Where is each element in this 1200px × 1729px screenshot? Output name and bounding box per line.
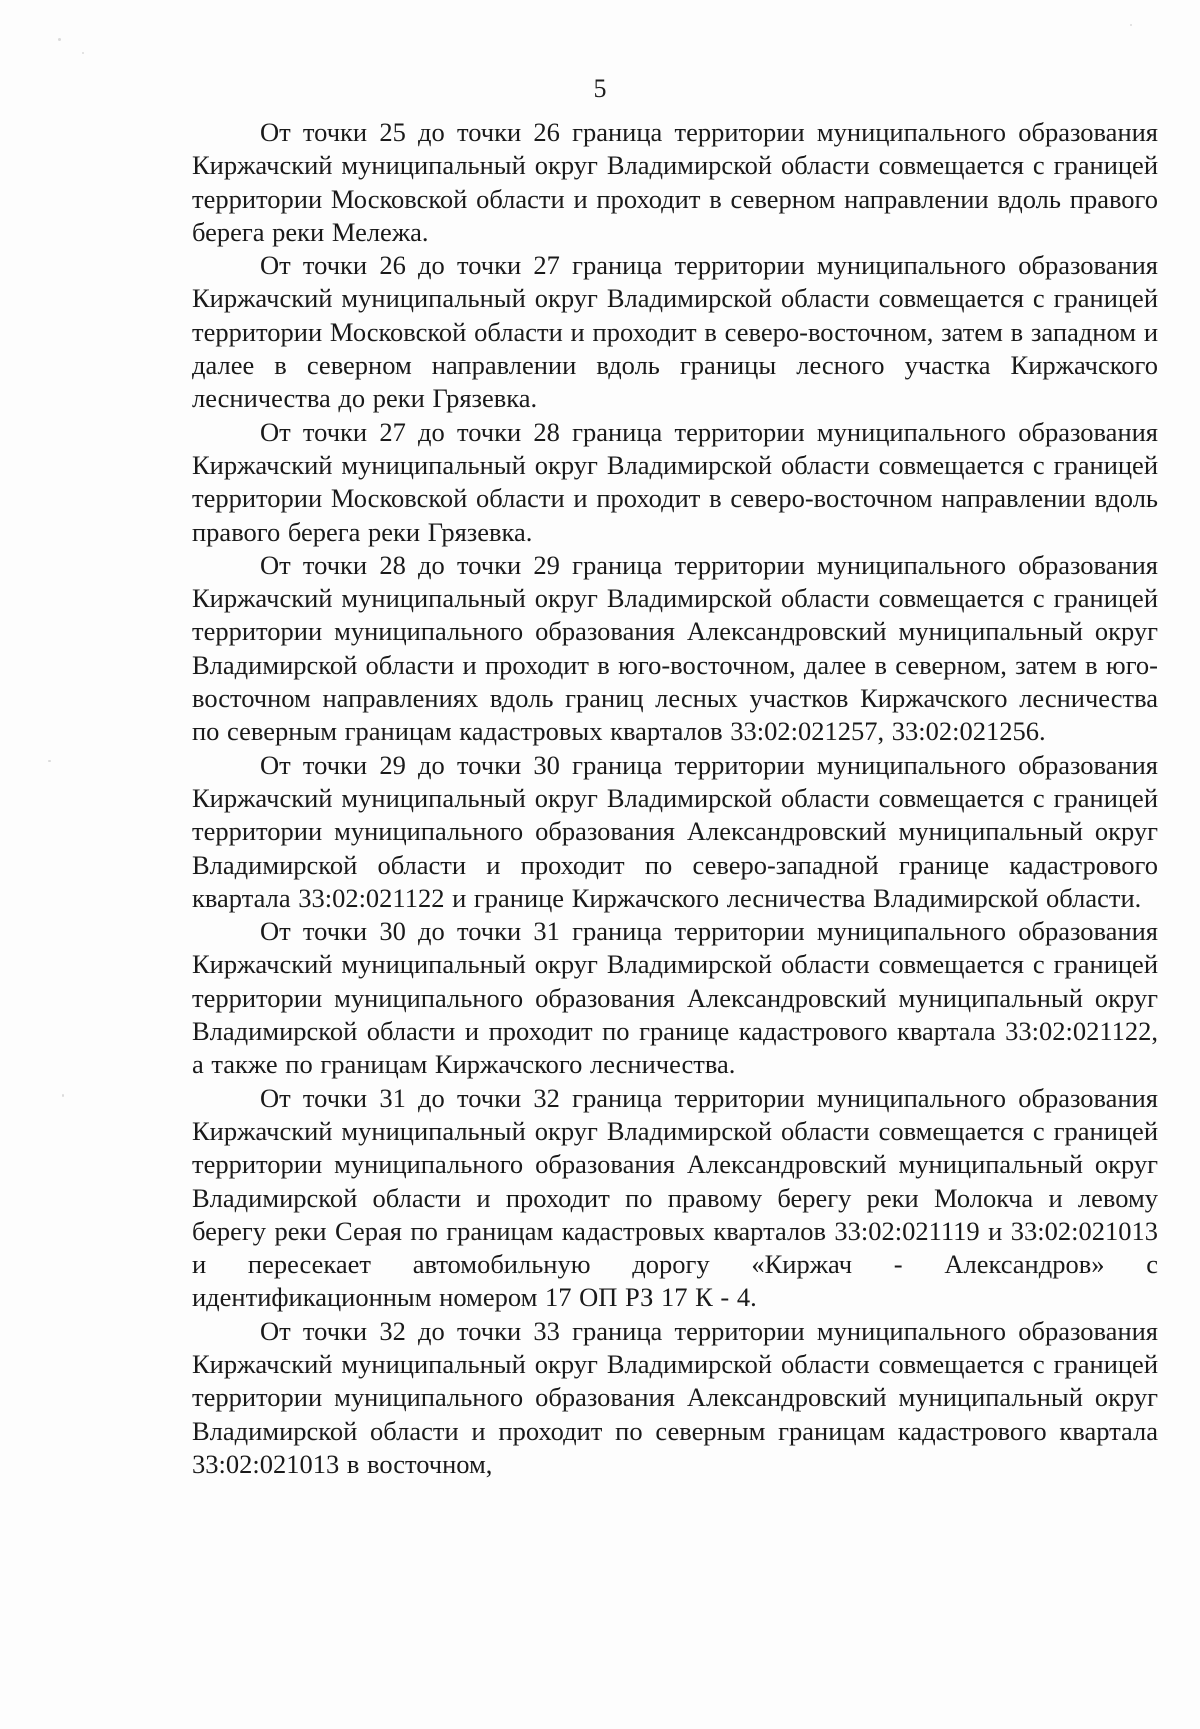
paragraph-6: От точки 30 до точки 31 граница территории муниципального образования Киржачский муниципальный округ Владимирской области совмещается с границей территории муниципального образования Александровский муниципальный округ Владимирской области и проходит по границе кадастрового квартала 33:02:021122, а также по границам Киржачского лесничества. [192, 916, 1158, 1080]
scan-speck [82, 52, 84, 54]
scan-speck [58, 38, 61, 41]
paragraph-5: От точки 29 до точки 30 граница территории муниципального образования Киржачский муниципальный округ Владимирской области совмещается с границей территории муниципального образования Александровский муниципальный округ Владимирской области и проходит по северо-западной границе кадастрового квартала 33:02:021122 и границе Киржачского лесничества Владимирской области. [192, 749, 1158, 913]
scan-speck [48, 760, 51, 762]
paragraph-1: От точки 25 до точки 26 граница территории муниципального образования Киржачский муниципальный округ Владимирской области совмещается с границей территории Московской области и проходит в северном направлении вдоль правого берега реки Мележа. [192, 117, 1158, 247]
document-body [192, 116, 1158, 1481]
scan-speck [1130, 24, 1132, 26]
paragraph-7: От точки 31 до точки 32 граница территории муниципального образования Киржачский муниципальный округ Владимирской области совмещается с границей территории муниципального образования Александровский муниципальный округ Владимирской области и проходит по правому берегу реки Молокча и левому берегу реки Серая по границам кадастровых кварталов 33:02:021119 и 33:02:021013 и пересекает автомобильную дорогу «Киржач - Александров» с идентификационным номером 17 ОП РЗ 17 К - 4. [192, 1082, 1158, 1313]
page-number: 5 [593, 74, 607, 103]
paragraph-8: От точки 32 до точки 33 граница территории муниципального образования Киржачский муниципальный округ Владимирской области совмещается с границей территории муниципального образования Александровский муниципальный округ Владимирской области и проходит по северным границам кадастрового квартала 33:02:021013 в восточном, [192, 1315, 1158, 1479]
paragraph-3: От точки 27 до точки 28 граница территории муниципального образования Киржачский муниципальный округ Владимирской области совмещается с границей территории Московской области и проходит в северо-восточном направлении вдоль правого берега реки Грязевка. [192, 416, 1158, 547]
paragraph-2: От точки 26 до точки 27 граница территории муниципального образования Киржачский муниципальный округ Владимирской области совмещается с границей территории Московской области и проходит в северо-восточном, затем в западном и далее в северном направлении вдоль границы лесного участка Киржачского лесничества до реки Грязевка. [192, 250, 1158, 414]
scan-speck [62, 1094, 64, 1097]
paragraph-4: От точки 28 до точки 29 граница территории муниципального образования Киржачский муниципальный округ Владимирской области совмещается с границей территории муниципального образования Александровский муниципальный округ Владимирской области и проходит в юго-восточном, далее в северном, затем в юго-восточном направлениях вдоль границ лесных участков Киржачского лесничества по северным границам кадастровых кварталов 33:02:021257, 33:02:021256. [192, 549, 1158, 747]
